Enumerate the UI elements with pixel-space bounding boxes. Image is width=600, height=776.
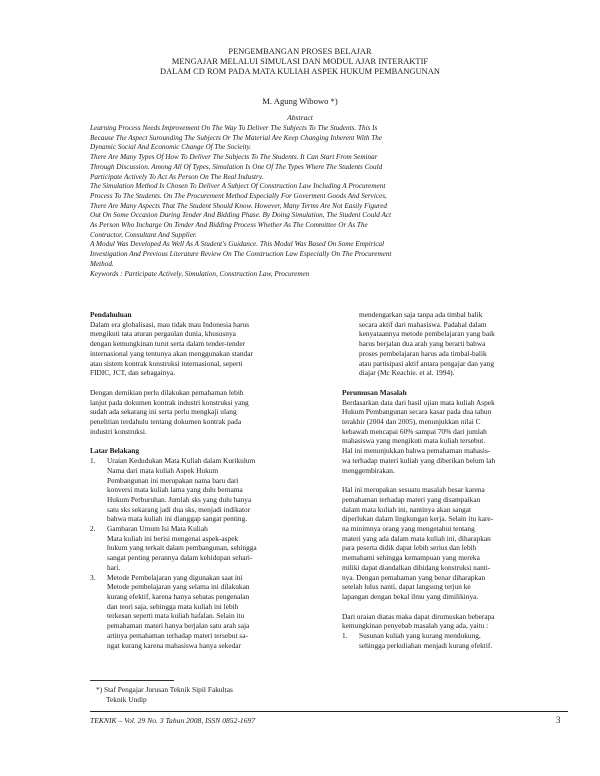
abstract-line: Method. xyxy=(90,259,114,268)
paragraph xyxy=(90,388,316,437)
text-line: Hukum Pembangunan secara kasar pada dua tahun xyxy=(342,407,492,417)
list-item xyxy=(342,631,565,650)
abstract-line: As Person Who Incharge On Tender And Bidding Process Whether As The Committee Or As The xyxy=(90,221,368,230)
list-item xyxy=(90,573,316,651)
text-line: Nama dari mata kuliah Aspek Hukum xyxy=(107,465,219,475)
left-column xyxy=(90,310,316,650)
text-line: ngat kurang karena mahasiswa hanya sekedar xyxy=(107,640,241,650)
text-line: harus berjalan dua arah yang berarti bahwa xyxy=(359,339,486,349)
text-line: dan teori saja, sehingga mata kuliah ini lebih xyxy=(107,601,239,611)
text-line: wa terhadap materi kuliah yang diberikan belum lah xyxy=(342,455,496,465)
text-line: Gambaran Umum Isi Mata Kuliah xyxy=(107,524,208,534)
text-line: mendengarkan saja tanpa ada timbal balik xyxy=(359,310,483,319)
text-line: nya. Dengan pemahaman yang benar diharapkan xyxy=(342,572,486,582)
text-line: kemungkinan penyebab masalah yang ada, yaitu : xyxy=(342,621,489,631)
paragraph xyxy=(342,485,565,601)
paragraph xyxy=(342,310,565,378)
abstract-line: Dynamic Social And Economic Change Of The Socieity. xyxy=(90,143,252,152)
text-line: industri konstruksi. xyxy=(90,426,147,436)
text-line: Dalam era globalisasi, mau tidak mau Indonesia harus xyxy=(90,319,250,329)
page-number: 3 xyxy=(556,715,561,725)
abstract-heading: Abstract xyxy=(287,113,313,122)
text-line: bahwa mata kuliah ini dianggap sangat penting. xyxy=(107,514,248,524)
paragraph xyxy=(342,612,565,631)
text-line: pemahaman terhadap materi yang disampaikan xyxy=(342,494,481,504)
abstract-body xyxy=(90,124,520,279)
abstract-line: Participate Actively To Act As Person On The Real Industry. xyxy=(90,172,264,181)
list-number: 3. xyxy=(90,572,96,582)
abstract-line: Out On Some Occasion During Tender And Bidding Phase. By Doing Simulation, The Student Could Act xyxy=(90,211,392,220)
text-line: kurang efektif, karena hanya sebatas pengenalan xyxy=(107,591,250,601)
title-line: DALAM CD ROM PADA MATA KULIAH ASPEK HUKUM PEMBANGUNAN xyxy=(160,66,440,76)
section-heading-latar-belakang: Latar Belakang xyxy=(90,446,140,456)
text-line: dengan kemungkinan turut serta dalam tender-tender xyxy=(90,339,246,349)
text-line: Susunan kuliah yang kurang mendukung, xyxy=(359,631,481,641)
abstract-line: A Modul Was Developed As Well As A Student's Guidance. This Modul Was Based On Some Empirical xyxy=(90,240,385,249)
text-line: Hal ini merupakan sesuatu masalah besar karena xyxy=(342,485,485,495)
list-number: 1. xyxy=(90,456,96,466)
text-line: Metode Pembelajaran yang digunakan saat ini xyxy=(107,572,243,582)
text-line: menggembirakan. xyxy=(342,465,395,475)
text-line: hari. xyxy=(107,562,121,572)
title-line: PENGEMBANGAN PROSES BELAJAR xyxy=(228,47,372,56)
text-line: kebawah mencapai 60% sampai 70% dari jumlah xyxy=(342,426,487,436)
paper-title xyxy=(60,47,540,76)
text-line: setelah lulus nanti, dapat langsung terjun ke xyxy=(342,582,471,592)
text-line: sehingga perkuliahan menjadi kurang efektif. xyxy=(359,640,493,650)
text-line: Dari uraian diatas maka dapat dirumuskan beberapa xyxy=(342,611,495,621)
text-line: kenyataannya metode pembelajaran yang baik xyxy=(359,329,495,339)
journal-citation: TEKNIK – Vol. 29 No. 3 Tahun 2008, ISSN 0852-1697 xyxy=(90,716,256,725)
text-line: artinya pemahaman terhadap materi tersebut sa- xyxy=(107,630,248,640)
text-line: FIDIC, JCT, dan sebagainya. xyxy=(90,368,176,378)
text-line: mengikuti tata aturan pergaulan dunia, khususnya xyxy=(90,329,236,339)
abstract-line: Learning Process Needs Improvement On The Way To Deliver The Subjects To The Students. This Is xyxy=(90,124,378,132)
abstract-line: There Are Many Types Of How To Deliver The Subjects To The Students. It Can Start From Seminar xyxy=(90,153,378,162)
list-item xyxy=(90,524,316,573)
footnote xyxy=(96,685,233,705)
text-line: secara aktif dari mahasiswa. Padahal dalam xyxy=(359,319,487,329)
text-line: satu sks sekarang jadi dua sks, menjadi indikator xyxy=(107,504,251,514)
footer-divider xyxy=(90,711,568,712)
keywords-line: Keywords : Participate Actively, Simulation, Construction Law, Procuremen xyxy=(90,269,310,278)
paragraph xyxy=(342,398,565,476)
text-line: penelitian terdahulu tentang dokumen kontrak pada xyxy=(90,417,242,427)
text-line: atau sistem kontrak konstruksi internasional, seperti xyxy=(90,358,243,368)
text-line: Berdasarkan data dari hasil ujian mata kuliah Aspek xyxy=(342,397,495,407)
text-line: memahami sehingga kemampuan yang mereka xyxy=(342,553,480,563)
abstract-line: The Simulation Method Is Chosen To Deliver A Subject Of Construction Law Including A Procurement xyxy=(90,182,386,191)
section-heading-pendahuluan: Pendahuluan xyxy=(90,310,132,319)
text-line: konversi mata kuliah lama yang dulu bernama xyxy=(107,485,243,495)
footnote-line: *) Staf Pengajar Jurusan Teknik Sipil Fakultas xyxy=(96,685,233,694)
footnote-divider xyxy=(90,680,174,681)
abstract-line: Investigation And Previous Literature Review On The Construction Law Especially On The Procurement xyxy=(90,250,392,259)
abstract-line: Process To The Students. On The Procurement Method Especially For Goverment Goods And Services, xyxy=(90,191,387,200)
text-line: Mata kuliah ini berisi mengenai aspek-aspek xyxy=(107,533,239,543)
list-item xyxy=(90,456,316,524)
right-column xyxy=(342,310,565,651)
paragraph xyxy=(90,320,316,378)
text-line: lapangan dengan bekal ilmu yang dimilikinya. xyxy=(342,591,479,601)
text-line: Pembangunan ini merupakan nama baru dari xyxy=(107,475,239,485)
text-line: materi yang ada dalam mata kuliah ini, diharapkan xyxy=(342,533,491,543)
text-line: atau partisipasi aktif antara pengajar dan yang xyxy=(359,358,494,368)
text-line: proses pembelajaran harus ada timbal-balik xyxy=(359,348,487,358)
text-line: Hal ini menunjukkan bahwa pemahaman mahasis- xyxy=(342,446,491,456)
list-number: 2. xyxy=(90,524,96,534)
text-line: diajar (Mc Keachie. et al. 1994). xyxy=(359,368,455,378)
text-line: hukum yang terkait dalam pembangunan, sehingga xyxy=(107,543,257,553)
footnote-line: Teknik Undip xyxy=(106,695,147,704)
text-line: na minimnya orang yang mengetahui tentang xyxy=(342,524,475,534)
text-line: lanjut pada dokumen kontrak industri konstruksi yang xyxy=(90,397,249,407)
text-line: Uraian Kedudukan Mata Kuliah dalam Kurikulum xyxy=(107,456,256,466)
text-line: Hukum Perburuhan. Jumlah sks yang dulu hanya xyxy=(107,494,252,504)
abstract-line: There Are Many Aspects That The Student Should Know. However, Many Terms Are Not Easily Figured xyxy=(90,201,387,210)
title-line: MENGAJAR MELALUI SIMULASI DAN MODUL AJAR INTERAKTIF xyxy=(171,56,429,66)
text-line: diperlukan dalam lingkungan kerja. Selain itu kare- xyxy=(342,514,494,524)
text-line: Dengan demikian perlu dilakukan pemahaman lebih xyxy=(90,387,244,397)
section-heading-perumusan-masalah: Perumusan Masalah xyxy=(342,387,407,397)
text-line: pemahaman materi hanya berjalan satu arah saja xyxy=(107,621,250,631)
text-line: terkesan seperti mata kuliah hafalan. Selain itu xyxy=(107,611,245,621)
text-line: sudah ada sekarang ini serta perlu mengkaji ulang xyxy=(90,407,237,417)
list-number: 1. xyxy=(342,631,348,641)
text-line: dalam mata kuliah ini, nantinya akan sangat xyxy=(342,504,472,514)
text-line: internasional yang tentunya akan menggunakan standar xyxy=(90,348,253,358)
text-line: miliki dapat diandalkan dibidang konstruksi nanti- xyxy=(342,562,491,572)
text-line: mahasiswa yang mengikuti mata kuliah tersebut. xyxy=(342,436,486,446)
author-name: M. Agung Wibowo *) xyxy=(262,96,338,106)
text-line: sangat penting perannya dalam kehidupan sehari- xyxy=(107,553,253,563)
abstract-line: Contractor, Consultant And Supplier. xyxy=(90,230,197,239)
abstract-line: Because The Aspect Surounding The Subjects Or The Material Are Keep Changing Inherent With The xyxy=(90,133,382,142)
text-line: terakhir (2004 dan 2005), menunjukkan nilai C xyxy=(342,417,481,427)
text-line: para peserta didik dapat lebih serius dan lebih xyxy=(342,543,477,553)
text-line: Metode pembelajaran yang selama ini dilakukan xyxy=(107,582,250,592)
abstract-line: Through Discussion. Among All Of Types, Simulation Is One Of The Types Where The Students Could xyxy=(90,162,383,171)
